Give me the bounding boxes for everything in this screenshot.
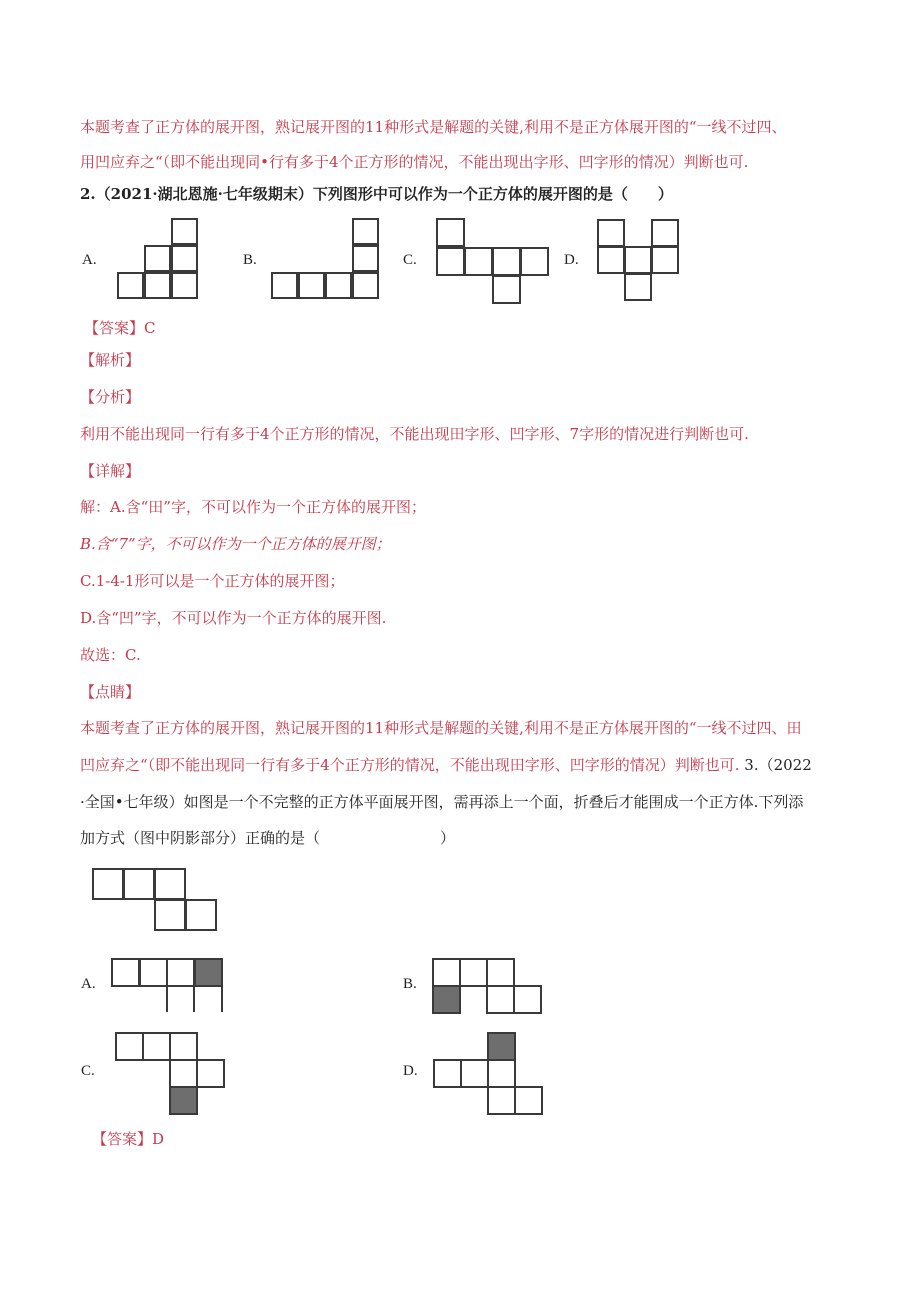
q3-option-a-label: A. bbox=[81, 976, 96, 992]
question-3-stem-start: 3.（2022 bbox=[744, 756, 812, 774]
q2-option-a-label: A. bbox=[82, 252, 97, 268]
q3-option-d-label: D. bbox=[403, 1063, 418, 1079]
q2-detail-header: 【详解】 bbox=[80, 462, 141, 480]
q2-option-d-label: D. bbox=[564, 252, 579, 268]
question-2-stem: 2.（2021·湖北恩施·七年级期末）下列图形中可以作为一个正方体的展开图的是（ ） bbox=[80, 185, 673, 203]
q2-option-c-label: C. bbox=[403, 252, 417, 268]
q2-dianjing-line-1: 本题考查了正方体的展开图，熟记展开图的11种形式是解题的关键,利用不是正方体展开图的“一线不过四、田 bbox=[80, 719, 802, 737]
q2-detail-line-c: C.1-4-1形可以是一个正方体的展开图； bbox=[80, 572, 345, 590]
q2-choice: 故选：C. bbox=[80, 646, 141, 664]
q3-answer: 【答案】D bbox=[92, 1130, 165, 1148]
q2-answer: 【答案】C bbox=[84, 319, 156, 337]
q2-dianjing-line-2-row bbox=[80, 755, 812, 775]
q2-analysis-header: 【解析】 bbox=[80, 351, 141, 369]
q3-option-c-label: C. bbox=[81, 1063, 95, 1079]
q2-detail-line-b: B.含“7”字，不可以作为一个正方体的展开图； bbox=[80, 535, 391, 553]
q3-option-b-label: B. bbox=[403, 976, 417, 992]
q2-fenxi-text: 利用不能出现同一行有多于4个正方形的情况，不能出现田字形、凹字形、7字形的情况进行判断也可. bbox=[80, 425, 749, 443]
prev-summary-line-1: 本题考查了正方体的展开图，熟记展开图的11种形式是解题的关键,利用不是正方体展开图的“一线不过四、 bbox=[80, 118, 787, 136]
prev-summary-line-2: 用凹应弃之“（即不能出现同•行有多于4个正方形的情况，不能出现出字形、凹字形的情况）判断也可. bbox=[80, 153, 749, 171]
q2-option-b-label: B. bbox=[243, 252, 257, 268]
q2-detail-line-a: 解：A.含“田”字，不可以作为一个正方体的展开图； bbox=[80, 498, 426, 516]
question-3-stem-line-2: ·全国•七年级）如图是一个不完整的正方体平面展开图，需再添上一个面，折叠后才能围成一个正方体.下列添 bbox=[80, 793, 804, 811]
q2-dianjing-header: 【点睛】 bbox=[80, 683, 141, 701]
question-3-stem-line-3: 加方式（图中阴影部分）正确的是（ ） bbox=[80, 829, 456, 847]
q2-detail-line-d: D.含“凹”字，不可以作为一个正方体的展开图. bbox=[80, 609, 387, 627]
q2-dianjing-line-2: 凹应弃之“（即不能出现同一行有多于4个正方形的情况，不能出现田字形、凹字形的情况）判断也可. bbox=[80, 756, 740, 774]
q2-fenxi-header: 【分析】 bbox=[80, 388, 141, 406]
